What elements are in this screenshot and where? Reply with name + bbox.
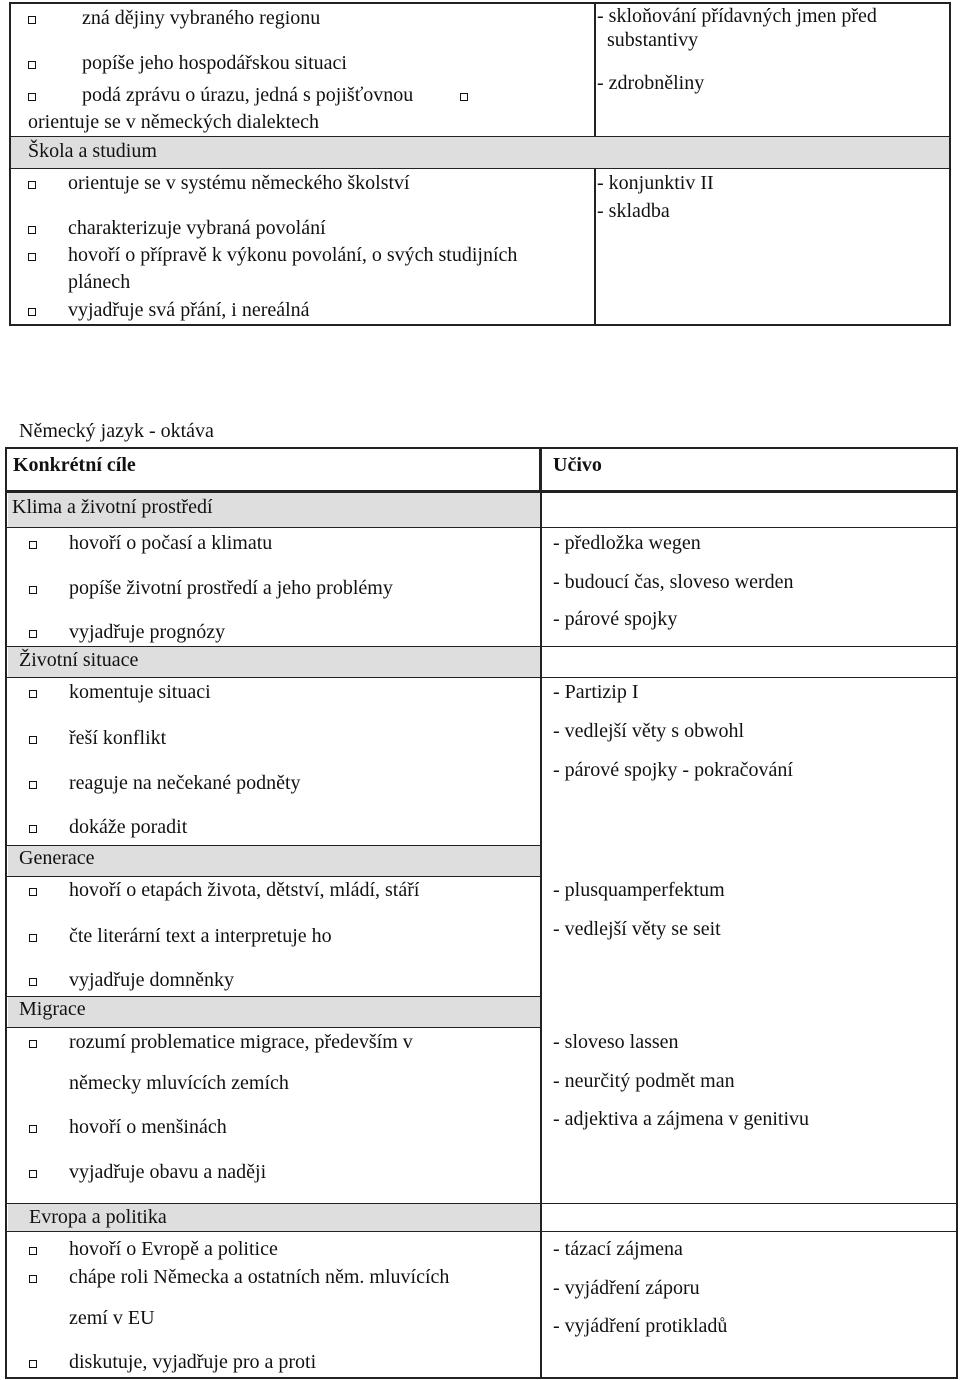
- section-title: Evropa a politika: [29, 1206, 167, 1228]
- content-item: - předložka wegen: [553, 532, 701, 554]
- goal-item: popíše jeho hospodářskou situaci: [82, 52, 347, 74]
- goal-item: německy mluvících zemích: [69, 1072, 289, 1094]
- content-item: - plusquamperfektum: [553, 879, 725, 901]
- goal-item: podá zprávu o úrazu, jedná s pojišťovnou: [82, 84, 414, 106]
- goal-item: řeší konflikt: [69, 727, 167, 749]
- content-item: - sloveso lassen: [553, 1031, 679, 1053]
- checkbox-icon: [29, 690, 37, 698]
- content-item: - skladba: [597, 200, 670, 222]
- goal-item: diskutuje, vyjadřuje pro a proti: [69, 1351, 317, 1373]
- goal-item: orientuje se v německých dialektech: [28, 111, 319, 133]
- checkbox-icon: [28, 61, 36, 69]
- header-goals: Konkrétní cíle: [13, 454, 136, 476]
- page-heading: Německý jazyk - oktáva: [19, 420, 214, 442]
- goal-item: rozumí problematice migrace, především v: [69, 1031, 413, 1053]
- checkbox-icon: [29, 1247, 37, 1255]
- goal-item: orientuje se v systému německého školství: [68, 172, 410, 194]
- checkbox-icon: [28, 253, 36, 261]
- checkbox-icon: [29, 934, 37, 942]
- content-item: - neurčitý podmět man: [553, 1070, 735, 1092]
- goal-item: zemí v EU: [69, 1307, 155, 1329]
- checkbox-icon: [29, 1040, 37, 1048]
- content-item: - Partizip I: [553, 681, 639, 703]
- content-item: - skloňování přídavných jmen před: [597, 5, 877, 27]
- goal-item: vyjadřuje prognózy: [69, 621, 226, 643]
- checkbox-icon: [29, 781, 37, 789]
- checkbox-icon: [29, 630, 37, 638]
- goal-item: komentuje situaci: [69, 681, 211, 703]
- checkbox-icon: [28, 181, 36, 189]
- goal-item: hovoří o menšinách: [69, 1116, 227, 1138]
- checkbox-icon: [28, 308, 36, 316]
- content-item: - vedlejší věty se seit: [553, 918, 721, 940]
- checkbox-icon: [28, 226, 36, 234]
- goal-item: hovoří o Evropě a politice: [69, 1238, 278, 1260]
- checkbox-icon: [29, 1125, 37, 1133]
- checkbox-icon: [29, 586, 37, 594]
- goal-item: chápe roli Německa a ostatních něm. mluvících: [69, 1266, 450, 1288]
- goal-item: dokáže poradit: [69, 816, 188, 838]
- goal-item: vyjadřuje obavu a naději: [69, 1161, 267, 1183]
- content-item: - párové spojky: [553, 608, 678, 630]
- content-item: - vyjádření záporu: [553, 1277, 700, 1299]
- content-item: - vyjádření protikladů: [553, 1315, 728, 1337]
- checkbox-icon: [29, 541, 37, 549]
- checkbox-icon: [29, 736, 37, 744]
- checkbox-icon: [460, 93, 468, 101]
- content-item: - zdrobněliny: [597, 72, 705, 94]
- checkbox-icon: [29, 978, 37, 986]
- goal-item: reaguje na nečekané podněty: [69, 772, 301, 794]
- section-title: Generace: [19, 847, 95, 869]
- checkbox-icon: [29, 1360, 37, 1368]
- goal-item: vyjadřuje svá přání, i nereálná: [68, 299, 310, 321]
- content-item: - adjektiva a zájmena v genitivu: [553, 1108, 810, 1130]
- content-item: - budoucí čas, sloveso werden: [553, 571, 794, 593]
- content-item: - konjunktiv II: [597, 172, 714, 194]
- goal-item: čte literární text a interpretuje ho: [69, 925, 332, 947]
- header-content: Učivo: [553, 454, 602, 476]
- goal-item: zná dějiny vybraného regionu: [82, 7, 321, 29]
- checkbox-icon: [29, 825, 37, 833]
- goal-item: popíše životní prostředí a jeho problémy: [69, 577, 393, 599]
- section-title: Migrace: [19, 998, 86, 1020]
- goal-item: hovoří o etapách života, dětství, mládí, stáří: [69, 879, 420, 901]
- content-item: - tázací zájmena: [553, 1238, 683, 1260]
- checkbox-icon: [29, 1275, 37, 1283]
- section-title: Klima a životní prostředí: [12, 496, 213, 518]
- goal-item: charakterizuje vybraná povolání: [68, 217, 326, 239]
- checkbox-icon: [29, 1170, 37, 1178]
- section-row-bg: [8, 996, 540, 1027]
- goal-item: plánech: [68, 271, 131, 293]
- goal-item: hovoří o počasí a klimatu: [69, 532, 273, 554]
- content-item: - vedlejší věty s obwohl: [553, 720, 745, 742]
- section-title: Škola a studium: [28, 140, 157, 162]
- content-item: substantivy: [607, 29, 699, 51]
- goal-item: hovoří o přípravě k výkonu povolání, o svých studijních: [68, 244, 518, 266]
- checkbox-icon: [28, 16, 36, 24]
- goal-item: vyjadřuje domněnky: [69, 969, 234, 991]
- checkbox-icon: [28, 93, 36, 101]
- section-title: Životní situace: [19, 649, 139, 671]
- content-item: - párové spojky - pokračování: [553, 759, 793, 781]
- checkbox-icon: [29, 888, 37, 896]
